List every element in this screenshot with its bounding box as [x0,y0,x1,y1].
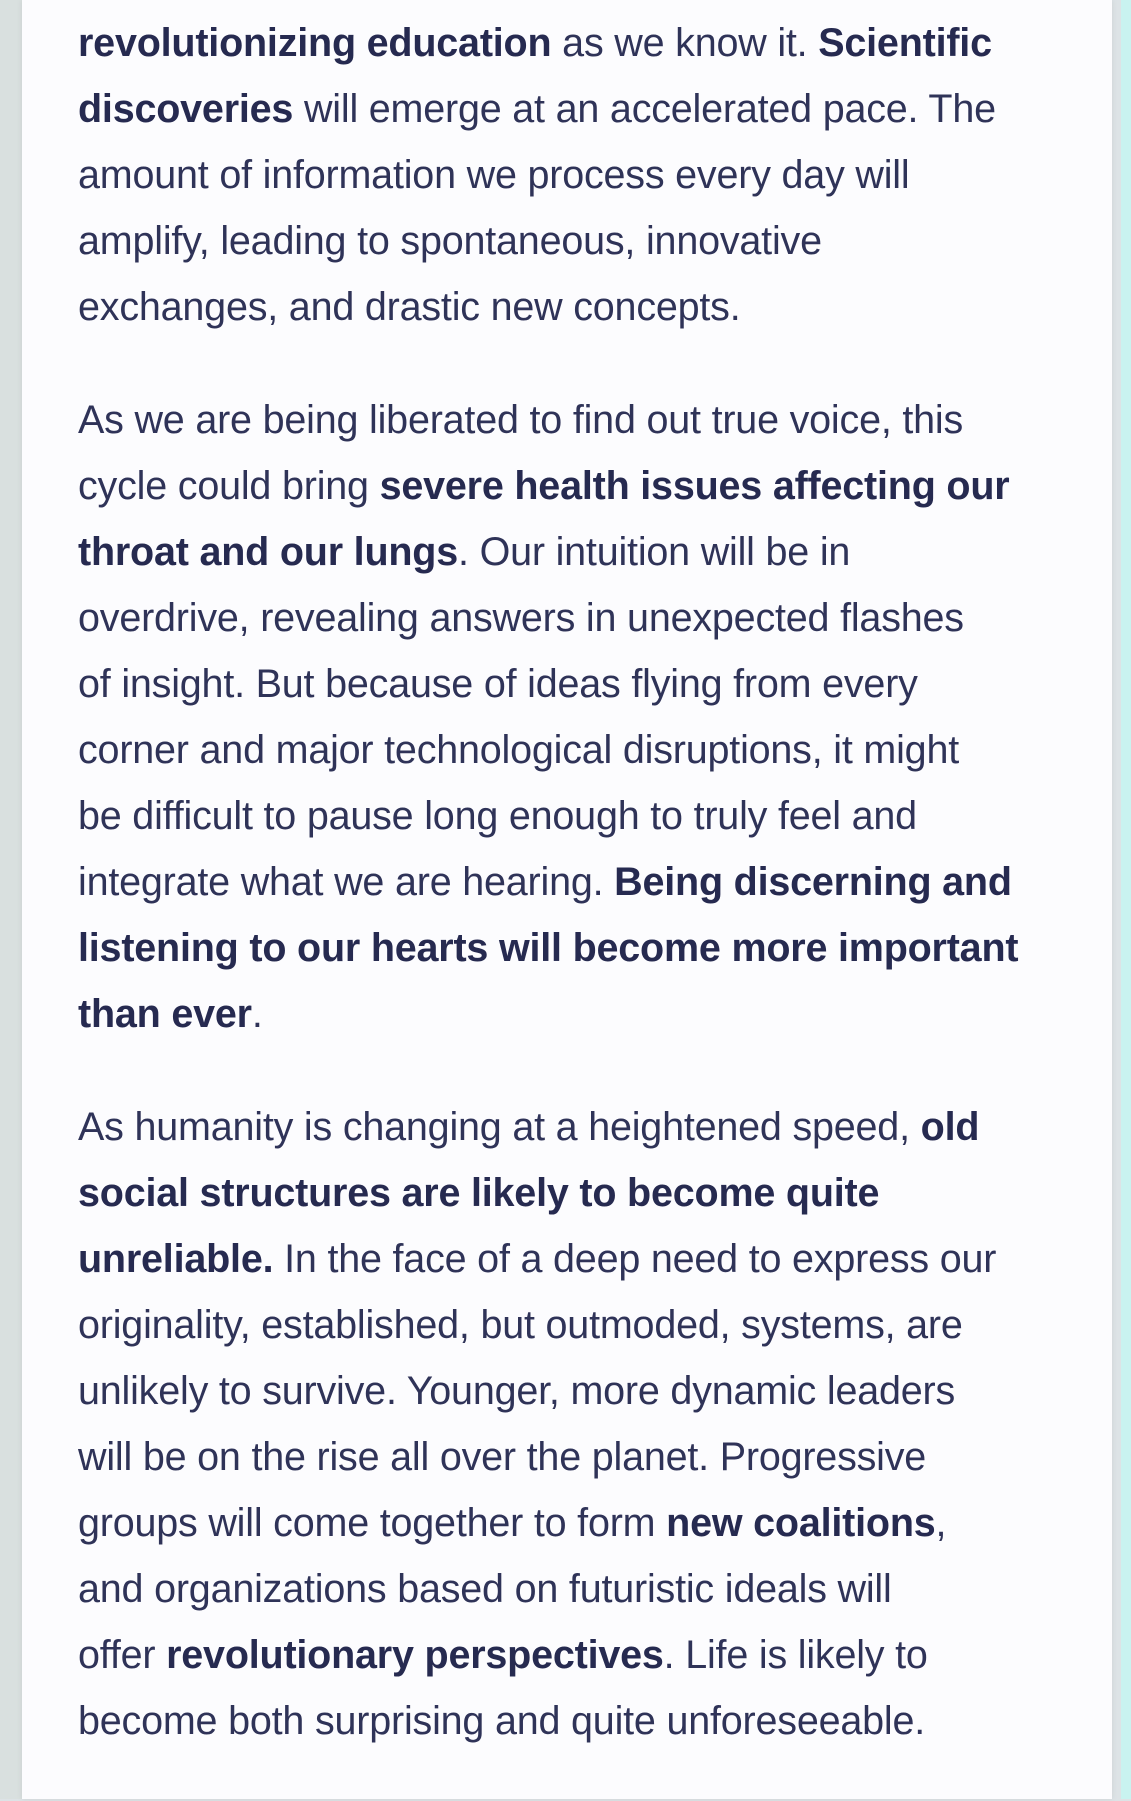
text-run: . Life is likely to [663,1633,928,1677]
bold-text-run: revolutionary perspectives [166,1633,664,1677]
text-run: groups will come together to form [78,1501,667,1545]
bold-text-run: Scientific [818,21,992,65]
text-line [78,651,1113,717]
text-run: will emerge at an accelerated pace. The [293,87,996,131]
text-run: as we know it. [551,21,819,65]
bold-text-run: than ever [78,992,252,1036]
article-paragraph [78,1094,1113,1754]
text-line [78,76,1113,142]
text-run: As we are being liberated to find out true voice, this [78,398,964,442]
right-screen-edge [1121,0,1131,1799]
text-line [78,1424,1113,1490]
text-line [78,208,1113,274]
text-line [78,1160,1113,1226]
left-screen-edge [0,0,22,1799]
text-line [78,915,1113,981]
bold-text-run: old [920,1105,980,1149]
text-line [78,783,1113,849]
text-line [78,387,1113,453]
text-run: be difficult to pause long enough to truly feel and [78,794,917,838]
text-run: originality, established, but outmoded, systems, are [78,1303,963,1347]
text-line [78,585,1113,651]
text-run: will be on the rise all over the planet. Progressive [78,1435,927,1479]
article-body [78,10,1113,1801]
text-run: overdrive, revealing answers in unexpected flashes [78,596,964,640]
text-run: . [251,992,263,1036]
text-line [78,1094,1113,1160]
text-run: offer [78,1633,167,1677]
text-run: As humanity is changing at a heightened speed, [78,1105,921,1149]
article-paragraph [78,10,1113,340]
text-line [78,10,1113,76]
text-line [78,849,1113,915]
text-line [78,519,1113,585]
article-card [22,0,1112,1799]
text-run: cycle could bring [78,464,380,508]
text-line [78,1226,1113,1292]
text-line [78,1358,1113,1424]
text-run: integrate what we are hearing. [78,860,615,904]
text-run: amplify, leading to spontaneous, innovative [78,219,822,263]
text-run: corner and major technological disruptions, it might [78,728,959,772]
text-run: and organizations based on futuristic ideals will [78,1567,892,1611]
bold-text-run: severe health issues affecting our [379,464,1010,508]
text-run: , [935,1501,947,1545]
bold-text-run: Being discerning and [614,860,1012,904]
text-run: unlikely to survive. Younger, more dynamic leaders [78,1369,956,1413]
text-line [78,717,1113,783]
article-paragraph [78,387,1113,1047]
text-line [78,1622,1113,1688]
bold-text-run: unreliable. [78,1237,274,1281]
text-line [78,453,1113,519]
text-run: exchanges, and drastic new concepts. [78,285,741,329]
bold-text-run: social structures are likely to become quite [78,1171,880,1215]
text-line [78,274,1113,340]
text-run: amount of information we process every day will [78,153,910,197]
text-line [78,981,1113,1047]
bold-text-run: new coalitions [666,1501,936,1545]
bold-text-run: throat and our lungs [78,530,459,574]
text-line [78,142,1113,208]
text-run: become both surprising and quite unforeseeable. [78,1699,926,1743]
text-line [78,1688,1113,1754]
text-line [78,1490,1113,1556]
bold-text-run: listening to our hearts will become more important [78,926,1019,970]
text-run: of insight. But because of ideas flying from every [78,662,918,706]
text-line [78,1292,1113,1358]
bold-text-run: revolutionizing education [78,21,552,65]
text-line [78,1556,1113,1622]
text-run: In the face of a deep need to express our [273,1237,997,1281]
text-run: . Our intuition will be in [458,530,851,574]
bold-text-run: discoveries [78,87,294,131]
